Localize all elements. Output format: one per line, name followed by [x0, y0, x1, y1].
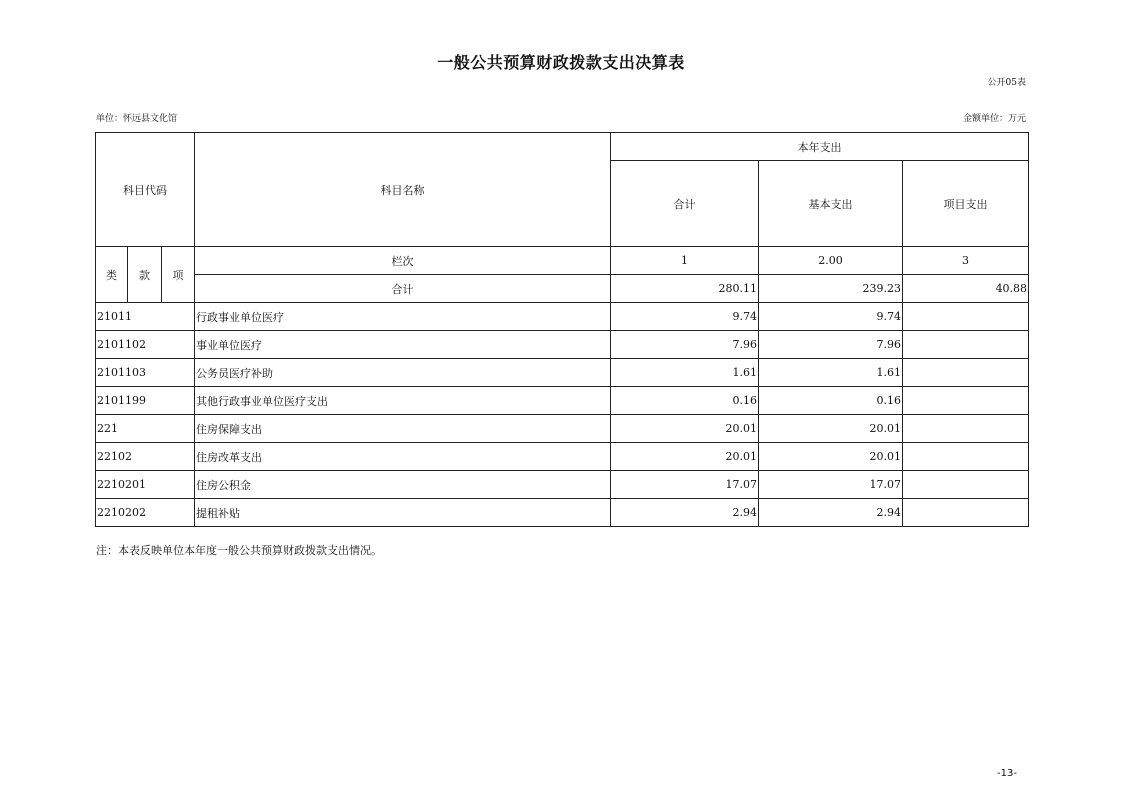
header-row-1	[96, 133, 1029, 161]
subject-code-cell: 2210202	[96, 499, 195, 527]
basic-expense-cell: 2.94	[759, 499, 903, 527]
this-year-expense-header: 本年支出	[611, 133, 1029, 161]
section-header: 款	[128, 247, 162, 303]
total-cell: 1.61	[611, 359, 759, 387]
subject-name-cell: 公务员医疗补助	[195, 359, 611, 387]
project-expense-cell	[903, 415, 1029, 443]
subject-code-header: 科目代码	[96, 133, 195, 247]
table-row	[96, 331, 1029, 359]
subject-name-cell: 住房改革支出	[195, 443, 611, 471]
basic-expense-cell: 20.01	[759, 443, 903, 471]
project-expense-cell	[903, 331, 1029, 359]
project-expense-header: 项目支出	[903, 161, 1029, 247]
grand-project-value: 40.88	[903, 275, 1029, 303]
grand-total-row	[96, 275, 1029, 303]
subject-name-header: 科目名称	[195, 133, 611, 247]
grand-total-label: 合计	[195, 275, 611, 303]
basic-expense-cell: 1.61	[759, 359, 903, 387]
table-row	[96, 443, 1029, 471]
total-cell: 17.07	[611, 471, 759, 499]
footnote: 注：本表反映单位本年度一般公共预算财政拨款支出情况。	[96, 544, 382, 557]
subject-code-cell: 21011	[96, 303, 195, 331]
project-expense-cell	[903, 387, 1029, 415]
table-row	[96, 359, 1029, 387]
project-expense-cell	[903, 499, 1029, 527]
table-row	[96, 471, 1029, 499]
table-row	[96, 303, 1029, 331]
table-row	[96, 499, 1029, 527]
total-cell: 20.01	[611, 443, 759, 471]
subject-code-cell: 2210201	[96, 471, 195, 499]
subject-code-cell: 2101102	[96, 331, 195, 359]
project-expense-cell	[903, 303, 1029, 331]
subject-code-cell: 2101103	[96, 359, 195, 387]
form-number: 公开05表	[987, 78, 1026, 88]
basic-expense-cell: 7.96	[759, 331, 903, 359]
subject-code-cell: 22102	[96, 443, 195, 471]
total-cell: 7.96	[611, 331, 759, 359]
total-cell: 20.01	[611, 415, 759, 443]
basic-expense-header: 基本支出	[759, 161, 903, 247]
expense-table	[95, 132, 1029, 527]
column-number-2: 2.00	[759, 247, 903, 275]
project-expense-cell	[903, 471, 1029, 499]
column-order-row	[96, 247, 1029, 275]
page-title: 一般公共预算财政拨款支出决算表	[437, 53, 685, 72]
category-header: 类	[96, 247, 128, 303]
basic-expense-cell: 9.74	[759, 303, 903, 331]
subject-name-cell: 住房公积金	[195, 471, 611, 499]
subject-name-cell: 住房保障支出	[195, 415, 611, 443]
subject-name-cell: 其他行政事业单位医疗支出	[195, 387, 611, 415]
project-expense-cell	[903, 359, 1029, 387]
unit-label: 单位：怀远县文化馆	[96, 114, 178, 124]
page-number: -13-	[997, 768, 1017, 779]
subject-name-cell: 提租补贴	[195, 499, 611, 527]
column-number-3: 3	[903, 247, 1029, 275]
basic-expense-cell: 0.16	[759, 387, 903, 415]
total-header: 合计	[611, 161, 759, 247]
subject-name-cell: 事业单位医疗	[195, 331, 611, 359]
table-row	[96, 387, 1029, 415]
table-row	[96, 415, 1029, 443]
basic-expense-cell: 17.07	[759, 471, 903, 499]
column-number-1: 1	[611, 247, 759, 275]
grand-total-value: 280.11	[611, 275, 759, 303]
project-expense-cell	[903, 443, 1029, 471]
basic-expense-cell: 20.01	[759, 415, 903, 443]
total-cell: 2.94	[611, 499, 759, 527]
total-cell: 9.74	[611, 303, 759, 331]
column-order-label: 栏次	[195, 247, 611, 275]
amount-unit-label: 金额单位：万元	[962, 114, 1026, 124]
grand-basic-value: 239.23	[759, 275, 903, 303]
total-cell: 0.16	[611, 387, 759, 415]
subject-name-cell: 行政事业单位医疗	[195, 303, 611, 331]
subject-code-cell: 221	[96, 415, 195, 443]
item-header: 项	[162, 247, 195, 303]
subject-code-cell: 2101199	[96, 387, 195, 415]
